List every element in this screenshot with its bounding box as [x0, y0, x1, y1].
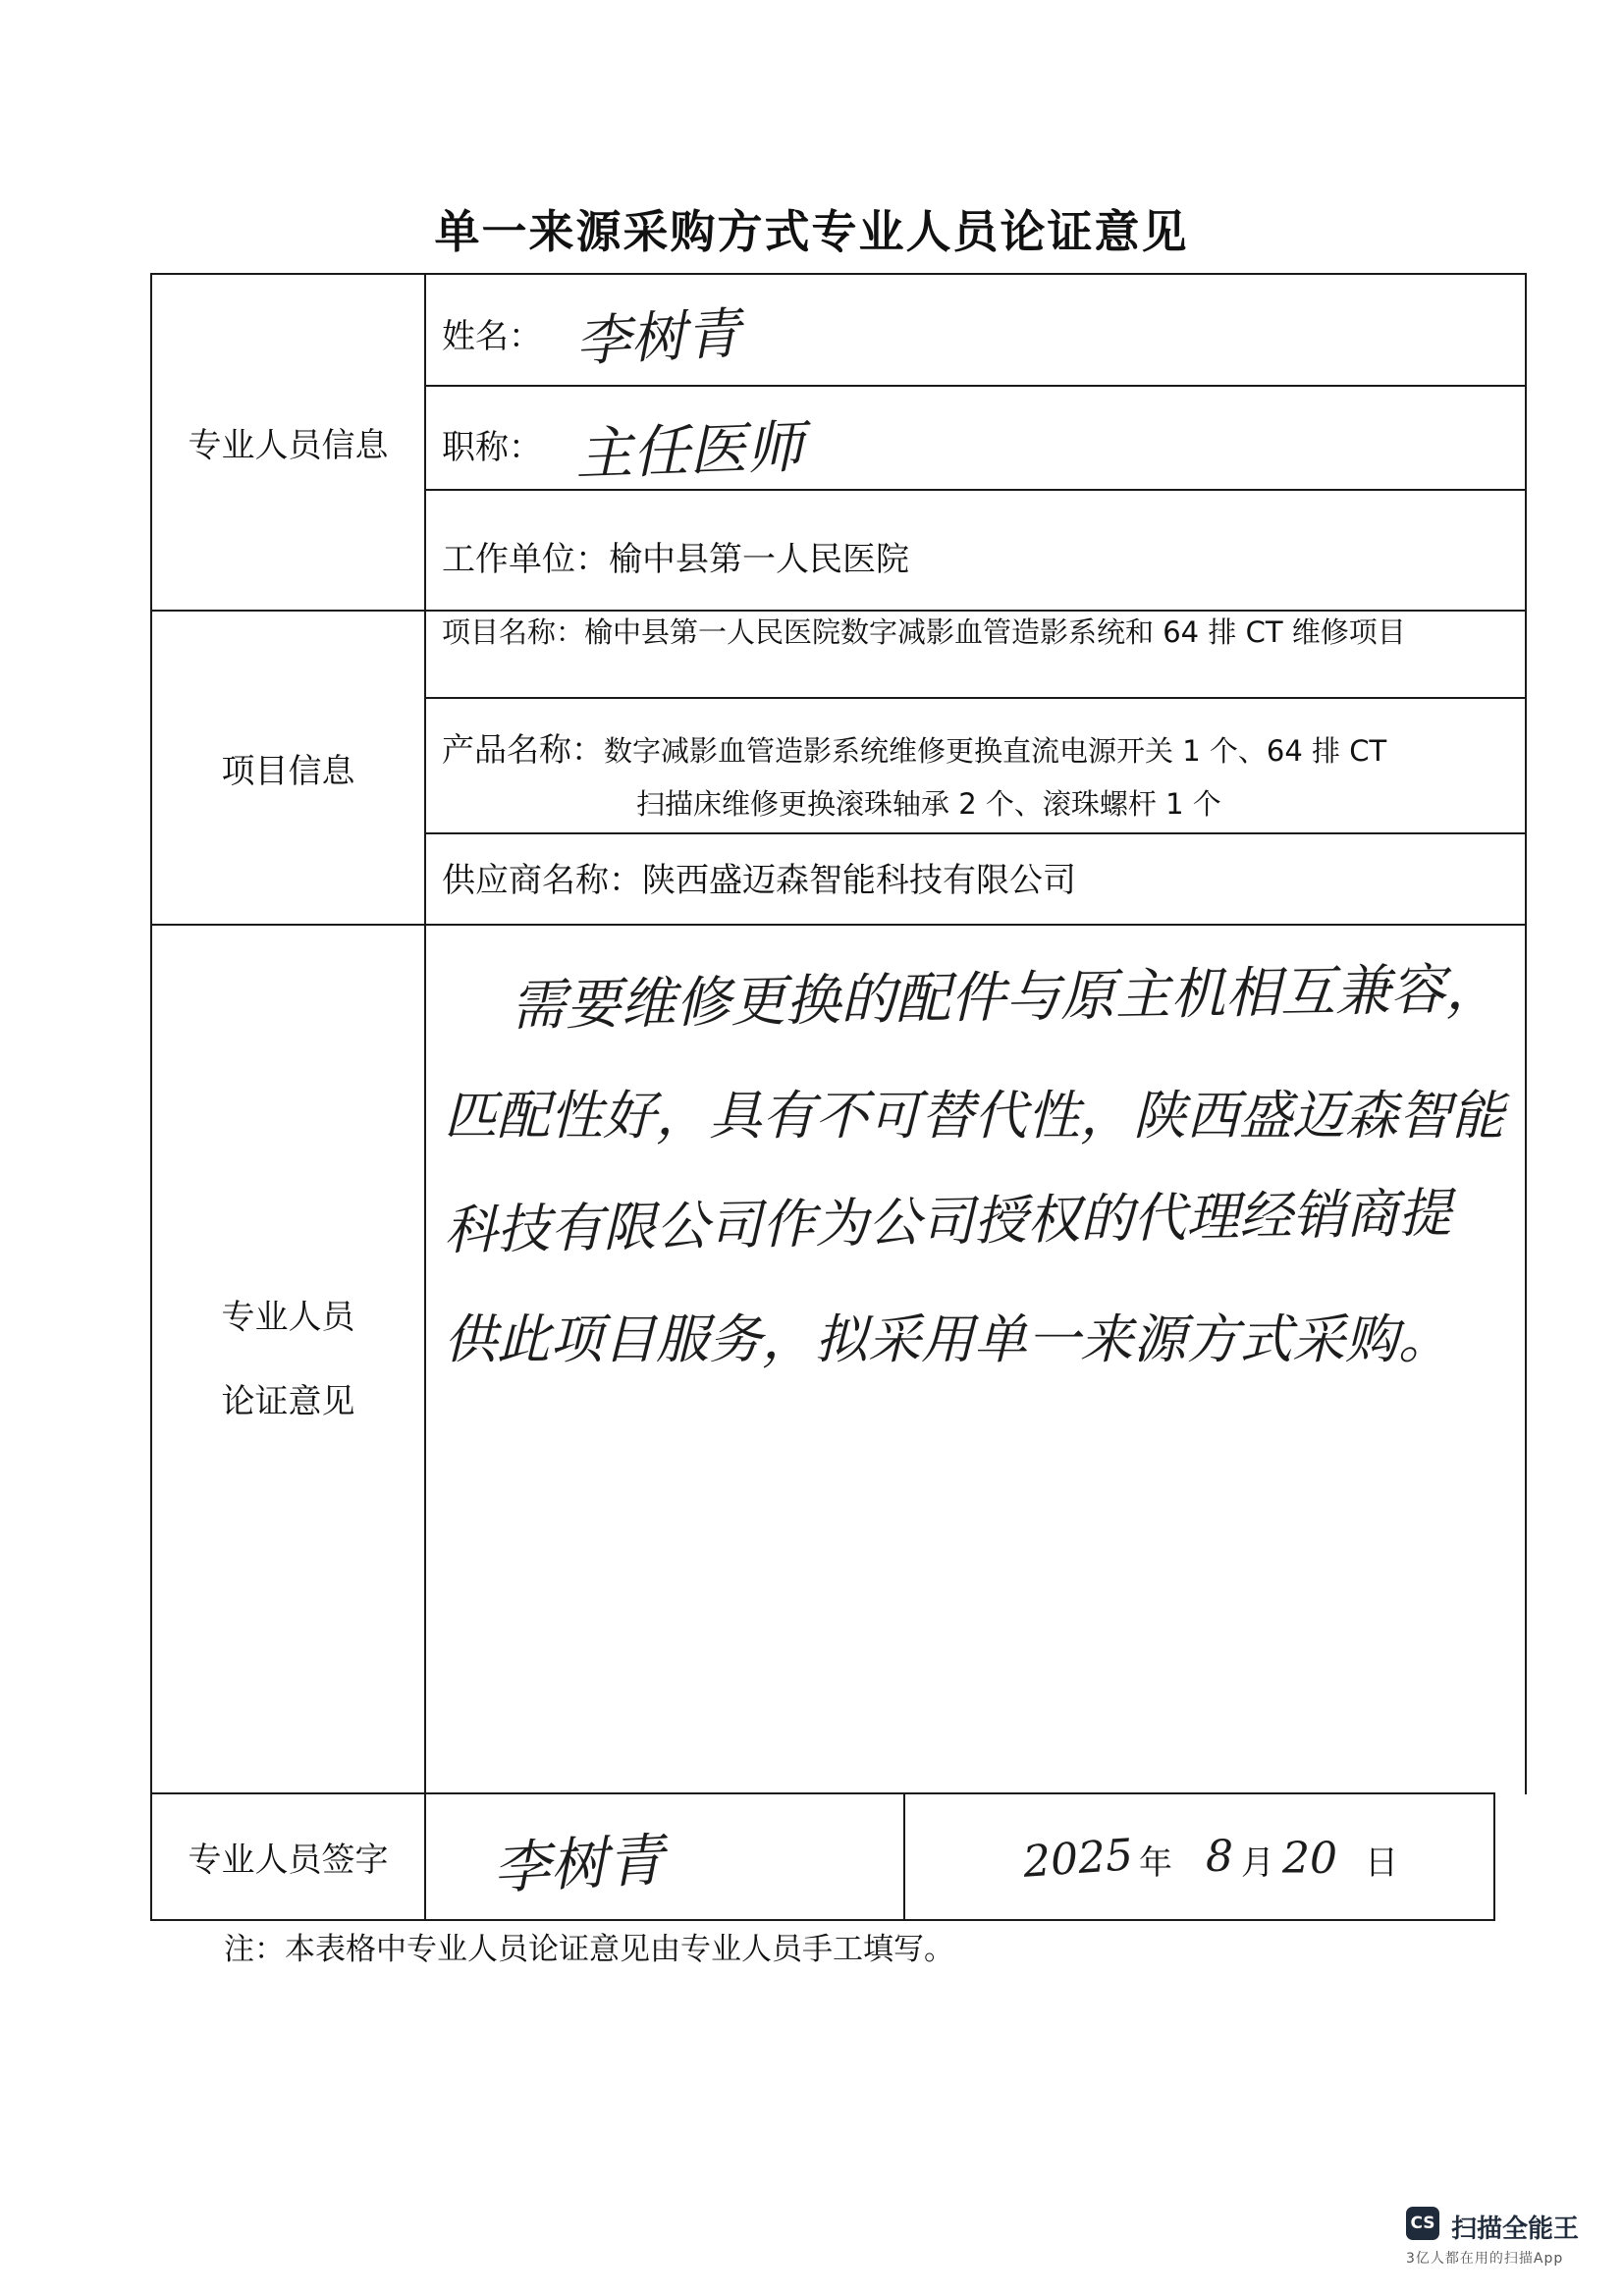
personnel-info-label: 专业人员信息 — [188, 426, 389, 465]
opinion-line-1: 需要维修更换的配件与原主机相互兼容， — [510, 957, 1501, 1039]
opinion-label: 专业人员 论证意见 — [221, 1297, 355, 1421]
table-border-right — [1525, 273, 1527, 1794]
employer-value: 榆中县第一人民医院 — [609, 540, 909, 579]
opinion-line-4: 供此项目服务，拟采用单一来源方式采购。 — [444, 1308, 1451, 1370]
employer-field — [442, 532, 909, 580]
project-name-value: 榆中县第一人民医院数字减影血管造影系统和 64 排 CT 维修项目 — [584, 615, 1406, 649]
camscanner-app-name: 扫描全能王 — [1451, 2215, 1580, 2244]
opinion-line-2: 匹配性好，具有不可替代性，陕西盛迈森智能 — [444, 1085, 1504, 1147]
table-border-bottom — [150, 1919, 1495, 1921]
product-name-value-line1: 数字减影血管造影系统维修更换直流电源开关 1 个、64 排 CT — [604, 734, 1387, 768]
subrow-divider-project-name — [424, 697, 1527, 699]
date-year-handwritten: 2025 — [1021, 1830, 1135, 1888]
label-column-divider — [424, 273, 426, 1921]
form-footnote: 注：本表格中专业人员论证意见由专业人员手工填写。 — [224, 1932, 954, 1967]
table-border-right-lower — [1493, 1794, 1495, 1921]
subrow-divider-product — [424, 832, 1527, 834]
subrow-divider-name — [424, 385, 1527, 387]
supplier-label: 供应商名称： — [442, 861, 642, 900]
name-label: 姓名： — [442, 317, 542, 356]
project-info-label: 项目信息 — [221, 751, 355, 791]
date-day-handwritten: 20 — [1282, 1834, 1337, 1884]
supplier-field — [442, 853, 1076, 901]
date-day-unit: 日 — [1365, 1843, 1398, 1883]
camscanner-logo-icon: CS — [1406, 2207, 1439, 2240]
product-name-value-line2: 扫描床维修更换滚珠轴承 2 个、滚珠螺杆 1 个 — [636, 787, 1221, 821]
title-handwritten: 主任医师 — [574, 412, 805, 489]
signature-label: 专业人员签字 — [188, 1841, 389, 1880]
camscanner-tagline: 3亿人都在用的扫描App — [1406, 2251, 1564, 2267]
date-month-unit: 月 — [1241, 1843, 1274, 1883]
project-name-label: 项目名称： — [442, 615, 585, 649]
product-name-field — [442, 724, 1386, 771]
signature-date-divider — [903, 1792, 905, 1921]
title-label: 职称： — [442, 428, 542, 467]
date-year-unit: 年 — [1139, 1843, 1172, 1883]
project-name-field — [442, 611, 1517, 654]
employer-label: 工作单位： — [442, 540, 609, 579]
supplier-value: 陕西盛迈森智能科技有限公司 — [642, 861, 1076, 900]
signature-handwritten: 李树青 — [491, 1826, 666, 1902]
name-handwritten: 李树青 — [573, 301, 742, 375]
document-title: 单一来源采购方式专业人员论证意见 — [434, 205, 1189, 258]
product-name-label: 产品名称： — [442, 730, 604, 769]
date-month-handwritten: 8 — [1206, 1832, 1233, 1882]
opinion-line-3: 科技有限公司作为公司授权的代理经销商提 — [443, 1182, 1452, 1261]
